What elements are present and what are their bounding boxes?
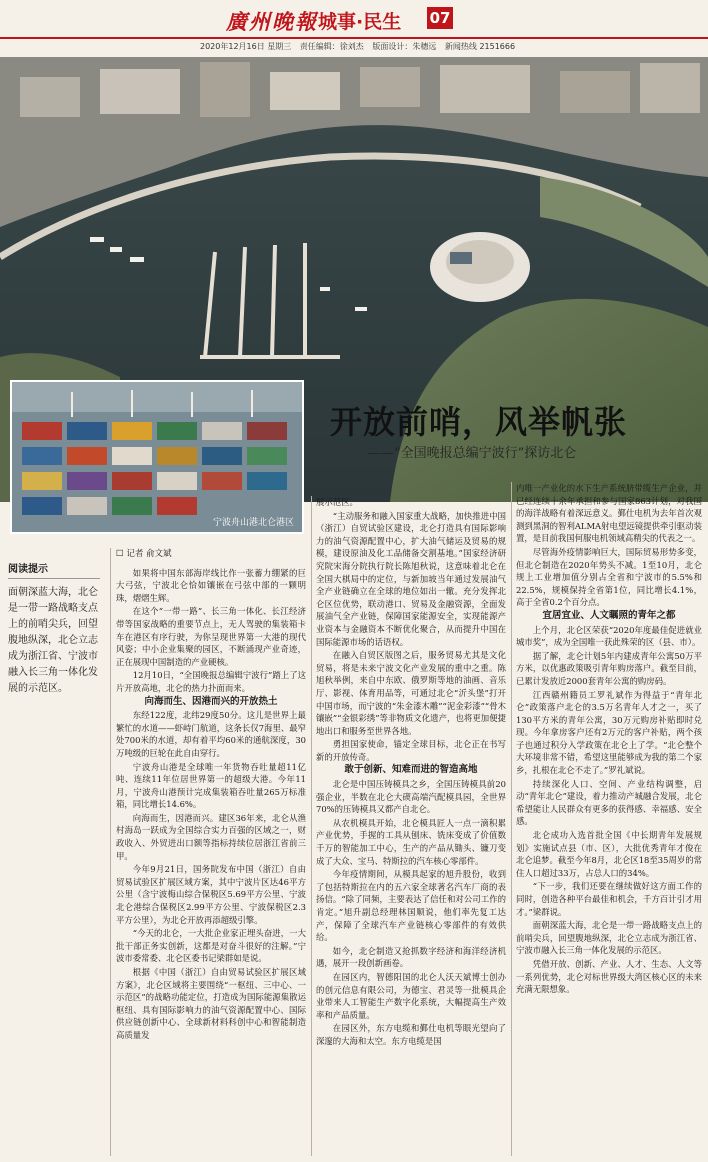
paragraph: 内唯一产业化的水下生产系统脐带缆生产企业，并已经连续十余年承担和参与国家863计划，对我国的海洋战略有着深远意义。鄞仕电机为去年首次观测到黑洞的智利ALMA射电望远镜提供牵引驱动装置，是目前我国何服电机领域高精尖的代表之一。 bbox=[516, 483, 702, 544]
news-hotline: 新闻热线 2151666 bbox=[444, 42, 516, 51]
paragraph: 12月10日，“全国晚报总编辑宁波行”踏上了这片开放高地，北仑的热力扑面而来。 bbox=[116, 670, 306, 693]
paragraph: 在融入自贸区版图之后，服务贸易尤其是文化贸易，将是未来宁波文化产业发展的重中之重。陈旭秋举例，来自中东欧、俄罗斯等地的油画、音乐厅、影视、体育用品等，可通过北仑“沂头堡”打开中国市场，而宁波的“朱金漆木雕”“泥金彩漆”“骨木镶嵌”“金银彩绣”等非物质文化遗产，也将更加便捷地出口和服务至世界各地。 bbox=[316, 650, 506, 736]
inset-photo bbox=[10, 380, 304, 534]
paragraph: 根据《中国（浙江）自由贸易试验区扩展区域方案》，北仑区域将主要围绕“一枢纽、三中心、一示范区”的战略功能定位，打造成为国际能源集散运枢纽、具有国际影响力的油气资源配置中心、国际供应链创新中心、全球新材料科创中心和智能制造高质量发 bbox=[116, 967, 306, 1040]
subheadline: ——“全国晚报总编宁波行”探访北仑 bbox=[368, 446, 577, 461]
paragraph: 如今，北仑制造又抢抓数字经济和海洋经济机遇，展开一段创新画卷。 bbox=[316, 945, 506, 969]
column-rule bbox=[110, 548, 111, 1156]
paragraph: 上个月，北仑区荣获“2020年度最佳促进就业城市奖”，成为全国唯一获此殊荣的区（县、市）。 bbox=[516, 624, 702, 648]
paragraph: 面朝深蓝大海，北仑是一带一路战略支点上的前哨尖兵，回望腹地纵深，北仑立志成为浙江省、宁波市融入长三角一体化发展的示范区。 bbox=[516, 920, 702, 956]
masthead bbox=[0, 0, 708, 40]
paragraph: 在这个“一带一路”、长三角一体化、长江经济带等国家战略的重要节点上，无人驾驶的集装箱卡车在港区有序行驶，为你呈现世界第一大港的现代风姿；中小企业集聚的园区，不断涌现产业奇迹，正在展现中国制造的产业硬核。 bbox=[116, 606, 306, 667]
header-rule bbox=[0, 37, 708, 39]
paragraph: “下一步，我们还要在继续做好这方面工作的同时，创造各种平台最佳和机会，千方百计引才用才。”梁群说。 bbox=[516, 881, 702, 917]
paragraph: “今天的北仑，一大批企业家正埋头奋进，一大批干部正务实创新，这都是对奋斗很好的注解。”宁波市委常委、北仑区委书记梁群如是说。 bbox=[116, 928, 306, 964]
paragraph: 凭借开放、创新、产业、人才、生态、人文等一系列优势，北仑对标世界级大湾区核心区的未来充满无限想象。 bbox=[516, 958, 702, 995]
subheading: 宜居宜业、人文瞩照的青年之都 bbox=[542, 609, 676, 621]
paragraph: 今年疫情期间，从模具起家的旭升股份，收到了包括特斯拉在内的五六家全球著名汽车厂商的表扬信。“除了同频，主要表达了信任和对公司工作的肯定。”旭升副总经理林国顺说，他们率先复工达产，保障了全球汽车产业链核心零部件的有效供给。 bbox=[316, 869, 506, 943]
column-rule bbox=[511, 482, 512, 1156]
paragraph: 宁波舟山港是全球唯一年货物吞吐量超11亿吨、连续11年位居世界第一的超级大港。今年11月，宁波舟山港预计完成集装箱吞吐量265万标准箱，同比增长14.6%。 bbox=[116, 761, 306, 810]
article-column-3 bbox=[516, 482, 702, 997]
reading-tip-box bbox=[8, 560, 100, 697]
column-rule bbox=[311, 496, 312, 1156]
paragraph: 今年9月21日，国务院发布中国（浙江）自由贸易试验区扩展区域方案，其中宁波片区达46平方公里（含宁波梅山综合保税区5.69平方公里、宁波北仑港综合保税区2.99平方公里、宁波保税区2.3平方公里），为北仑开放再添超级引擎。 bbox=[116, 864, 306, 925]
paragraph: “主动服务和融入国家重大战略，加快推进中国（浙江）自贸试验区建设，北仑打造具有国际影响力的油气资源配置中心，扩大油气储运及贸易的规模，建设原油及化工品储备交割基地。”国家经济研究院宋海分院执行院长陈旭秋说，这意味着北仑在全国大棋局中的定位，与新加坡当年通过发展油气全产业链确立在全球的地位如出一辙。充分发挥北仑区位优势，联动港口、贸易及金融资源，全面发展油气全产业链，保障国家能源安全，实现能源产业资本与金融资本不断优化聚合，从而提升中国在国际能源市场的话语权。 bbox=[316, 510, 506, 647]
page-number: 07 bbox=[427, 7, 453, 29]
headline: 开放前哨，风举帆张 bbox=[330, 403, 628, 441]
inset-caption: 宁波舟山港北仑港区 bbox=[212, 518, 294, 528]
newspaper-logo: 廣州晚報 bbox=[226, 9, 318, 34]
designer-credit: 版面设计：朱穗远 bbox=[372, 42, 437, 51]
subheading: 敢于创新、知难而进的智造高地 bbox=[344, 764, 478, 776]
byline: ☐ 记者 俞文斌 bbox=[116, 549, 172, 559]
subheading: 向海而生、因港而兴的开放热土 bbox=[144, 695, 278, 707]
reading-tip-title: 阅读提示 bbox=[8, 560, 100, 579]
paragraph: 北仑是中国压铸模具之乡，全国压铸模具前20强企业，半数在北仑大碶高端汽配模具园，全世界70%的压铸模具又都产自北仑。 bbox=[316, 779, 506, 815]
article-column-2 bbox=[316, 496, 506, 1049]
article-column-1 bbox=[116, 548, 306, 1043]
paragraph: 展示范区。 bbox=[316, 497, 358, 507]
reading-tip-text: 面朝深蓝大海，北仑是一带一路战略支点上的前哨尖兵，回望腹地纵深，北仑立志成为浙江省、宁波市融入长三角一体化发展的示范区。 bbox=[8, 587, 98, 694]
paragraph: 尽管海外疫情影响巨大，国际贸易形势多变，但北仑制造在2020年势头不减。1至10月，北仑规上工业增加值分别占全省和宁波市的5.5%和22.5%，规模保持全省第1位，同比增长4.1%，高于全省0.2个百分点。 bbox=[516, 546, 702, 608]
editor-credit: 责任编辑：徐刘杰 bbox=[299, 42, 364, 51]
dateline bbox=[200, 41, 521, 52]
section-title: 城事·民生 bbox=[318, 11, 402, 33]
paragraph: 向海而生，因港而兴。建区36年来，北仑从渔村海岛一跃成为全国综合实力百强的区域之一，财政收入、外贸进出口额等指标持续位居浙江省前三甲。 bbox=[116, 812, 306, 861]
paragraph: 江西赣州籍员工罗礼斌作为得益于“青年北仑”政策落户北仑的3.5万名青年人才之一，买了130平方米的青年公寓，30万元购房补贴即时兑现。今年拿房客户还有2万元的客户补贴，两个孩子也通过积分入学政策在北仑上了学。“北仑整个大环境非常不错，希望这里能够成为我的第二个家乡，扎根在北仑不走了。”罗礼斌说。 bbox=[516, 689, 702, 776]
paragraph: 如果将中国东部海岸线比作一张蓄力绷紧的巨大弓弦，宁波北仑恰如镶嵌在弓弦中部的一颗明珠，熠熠生辉。 bbox=[116, 567, 306, 603]
paragraph: 从农机模具开始，北仑模具匠人一点一滴积累产业优势，手握的工具从刨床、铣床变成了价值数千万的智能加工中心，生产的产品从锄头、镰刀变成了大众、宝马、特斯拉的汽车核心零部件。 bbox=[316, 817, 506, 866]
paragraph: 据了解，北仑计划5年内建成青年公寓50万平方米，以优惠政策吸引青年购房落户。截至目前，已累计发放近2000套青年公寓的购房码。 bbox=[516, 650, 702, 686]
container-port-photo bbox=[12, 382, 302, 532]
paragraph: 在园区内，智德阳国的北仑人沃天斌博士创办的创元信息有限公司，为德宝、君灵等一批模具企业带来人工智能生产数字化系统，大幅提高生产效率和产品质量。 bbox=[316, 971, 506, 1020]
paragraph: 北仑成功入选首批全国《中长期青年发展规划》实施试点县（市、区），大批优秀青年才俊在北仑追梦。截至今年8月，北仑区18至35周岁的常住人口超过33万，占总人口的34%。 bbox=[516, 830, 702, 878]
issue-date: 2020年12月16日 星期三 bbox=[200, 42, 292, 51]
paragraph: 东经122度，北纬29度50分。这儿是世界上最繁忙的水道——虾峙门航道，这条长仅7海里、最窄处700米的水道，却有着平均60米的通航深度，30万吨级的巨轮在此自由穿行。 bbox=[116, 710, 306, 758]
paragraph: 在园区外，东方电缆和鄞仕电机等眼光望向了深邃的大海和太空。东方电缆是国 bbox=[316, 1023, 506, 1046]
paragraph: 持续深化人口、空间、产业结构调整，启动“青年北仑”建设，着力推动产城融合发展，北仑希望能让人民群众有更多的获得感、幸福感、安全感。 bbox=[516, 778, 702, 827]
paragraph: 勇担国家使命，锚定全球目标，北仑正在书写新的开放传奇。 bbox=[316, 739, 506, 762]
